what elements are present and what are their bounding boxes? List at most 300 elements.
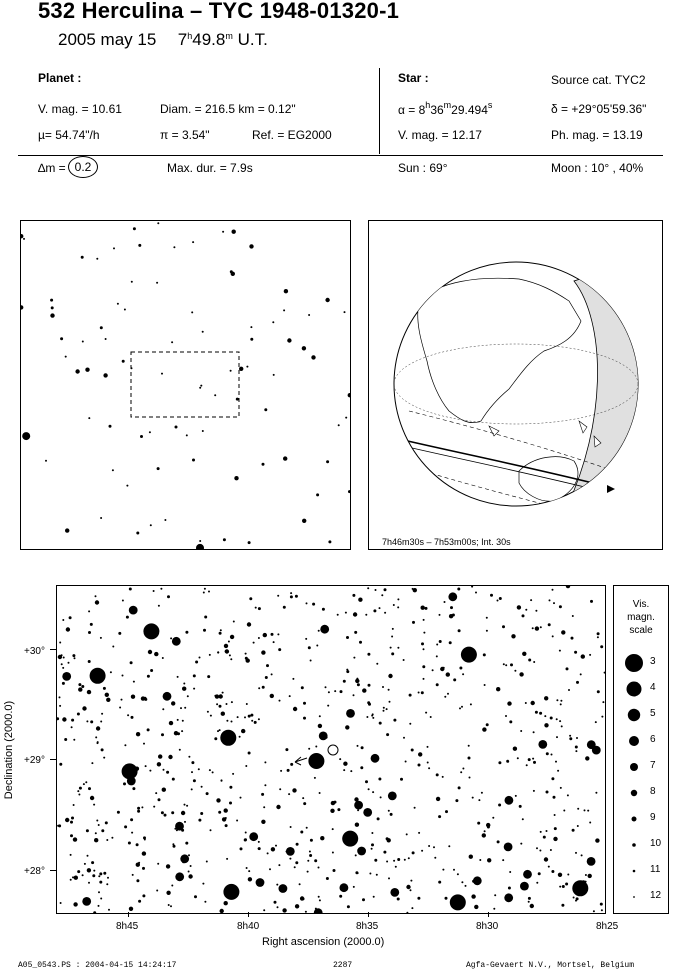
star-dot: [439, 614, 441, 616]
star-dot: [208, 591, 210, 593]
star-dot: [171, 885, 173, 887]
footer-file: A05_0543.PS : 2004-04-15 14:24:17: [18, 961, 177, 970]
star-dot: [576, 737, 578, 739]
star-dot: [110, 671, 112, 673]
star-dot: [226, 703, 228, 705]
star-dot: [589, 654, 591, 656]
star-dot: [45, 460, 47, 462]
star-dot: [469, 777, 471, 779]
star-dot: [204, 588, 206, 590]
star-dot: [532, 627, 534, 629]
star-dot: [98, 875, 100, 877]
star-phmag: Ph. mag. = 13.19: [551, 128, 643, 142]
star-dot: [433, 846, 435, 848]
star-dot: [508, 887, 511, 890]
star-dot: [478, 799, 480, 801]
star-dot: [129, 606, 138, 615]
star-dot: [136, 863, 140, 867]
star-dot: [550, 717, 553, 720]
star-dot: [326, 460, 329, 463]
planet-diameter: Diam. = 216.5 km = 0.12": [160, 102, 296, 116]
star-dot: [587, 857, 596, 866]
star-dot: [74, 876, 78, 880]
star-dot: [239, 367, 243, 371]
star-dot: [482, 833, 486, 837]
star-dot: [481, 792, 483, 794]
star-dot: [371, 843, 374, 846]
star-dot: [271, 673, 273, 675]
star-dot: [365, 780, 368, 783]
star-dot: [179, 749, 181, 751]
star-dot: [221, 712, 225, 716]
star-dot: [240, 847, 243, 850]
star-dot: [538, 872, 541, 875]
star-dot: [191, 771, 193, 773]
star-dot: [450, 894, 466, 910]
info-column-divider: [379, 68, 380, 154]
star-dot: [425, 607, 428, 610]
star-dot: [273, 374, 275, 376]
star-dot: [567, 794, 569, 796]
star-dot: [77, 713, 80, 716]
star-dot: [455, 799, 458, 802]
star-dot: [133, 227, 136, 230]
star-dot: [171, 701, 175, 705]
star-dot: [204, 616, 207, 619]
star-dot: [147, 728, 150, 731]
star-dot: [350, 770, 352, 772]
star-dot: [188, 756, 190, 758]
star-dot: [137, 810, 140, 813]
star-dot: [553, 602, 555, 604]
star-dot: [411, 907, 413, 909]
star-dot: [486, 723, 489, 726]
star-dot: [528, 758, 531, 761]
star-dot: [101, 713, 103, 715]
dec-axis-label: Declination (2000.0): [3, 700, 15, 800]
star-dot: [533, 661, 535, 663]
star-dot: [225, 817, 227, 819]
star-dot: [83, 783, 85, 785]
star-dot: [138, 900, 141, 903]
star-dot: [417, 897, 420, 900]
star-dot: [390, 888, 399, 897]
star-dot: [339, 758, 341, 760]
star-dot: [258, 841, 260, 843]
star-dot: [345, 612, 347, 614]
star-dot: [556, 718, 558, 720]
star-dot: [192, 459, 195, 462]
star-dot: [63, 657, 65, 659]
star-dot: [421, 691, 424, 694]
star-dot: [569, 737, 572, 740]
star-dot: [447, 693, 449, 695]
star-dot: [64, 738, 67, 741]
star-dot: [266, 664, 269, 667]
star-dot: [388, 689, 390, 691]
star-dot: [520, 730, 522, 732]
star-dot: [438, 881, 441, 884]
star-dot: [597, 636, 599, 638]
star-dot: [88, 660, 91, 663]
event-time-hours: 7: [177, 30, 188, 49]
star-dot: [294, 866, 296, 868]
star-dot: [471, 894, 475, 898]
star-dot: [169, 721, 173, 725]
dec-tickmark-28: [50, 870, 56, 871]
star-dot: [339, 895, 342, 898]
star-dot: [73, 804, 75, 806]
star-dot: [74, 657, 76, 659]
star-dot: [105, 693, 109, 697]
star-dot: [372, 713, 374, 715]
star-dot: [409, 694, 412, 697]
star-dot: [318, 896, 320, 898]
star-dot: [231, 272, 235, 276]
star-dot: [82, 874, 84, 876]
star-dot: [373, 609, 376, 612]
star-dot: [193, 688, 195, 690]
star-dot: [135, 767, 139, 771]
star-dot: [442, 869, 444, 871]
star-dot: [522, 652, 526, 656]
scale-title-line-3: scale: [629, 625, 653, 636]
star-dot: [289, 858, 291, 860]
star-dot: [507, 701, 511, 705]
star-dot: [112, 469, 114, 471]
dec-tickmark-29: [50, 759, 56, 760]
ra-tick-8h45: 8h45: [116, 921, 139, 932]
star-dot: [271, 847, 275, 851]
star-dot: [250, 338, 253, 341]
star-dot: [295, 861, 298, 864]
star-dot: [191, 788, 193, 790]
star-dot: [505, 664, 507, 666]
star-dot: [360, 766, 363, 769]
star-dot: [220, 909, 224, 913]
star-dot: [88, 631, 91, 634]
star-dot: [124, 744, 126, 746]
star-dot: [406, 833, 408, 835]
star-dot: [436, 655, 438, 657]
star-dot: [520, 843, 522, 845]
star-dot: [302, 519, 306, 523]
star-dot: [231, 721, 233, 723]
star-dot: [153, 806, 155, 808]
star-dot: [409, 723, 411, 725]
star-dot: [246, 703, 248, 705]
star-dot: [181, 730, 183, 732]
star-vmag: V. mag. = 12.17: [398, 128, 482, 142]
star-dot: [150, 669, 153, 672]
star-dot: [362, 688, 366, 692]
star-dot: [223, 884, 239, 900]
star-dot: [216, 798, 220, 802]
star-dot: [369, 873, 371, 875]
star-dot: [421, 850, 423, 852]
star-dot: [184, 821, 186, 823]
star-dot: [82, 897, 91, 906]
star-dot: [391, 652, 394, 655]
star-dot: [558, 873, 562, 877]
star-dot: [149, 431, 151, 433]
star-dot: [589, 822, 591, 824]
star-dot: [353, 694, 355, 696]
star-dot: [519, 672, 523, 676]
star-dot: [355, 679, 359, 683]
star-dot: [128, 842, 131, 845]
star-dot: [418, 692, 420, 694]
magnitude-dot-12: [633, 896, 635, 898]
star-dot: [318, 724, 322, 728]
star-dot: [519, 805, 522, 808]
star-dot: [136, 879, 139, 882]
star-dot: [372, 717, 374, 719]
star-dot: [348, 393, 350, 397]
planet-reference: Ref. = EG2000: [252, 128, 332, 142]
star-dot: [202, 883, 204, 885]
star-dot: [546, 791, 549, 794]
star-dot: [346, 669, 348, 671]
star-dot: [295, 595, 298, 598]
star-dot: [494, 894, 496, 896]
star-dot: [60, 902, 62, 904]
star-dot: [559, 886, 561, 888]
star-dot: [77, 870, 80, 873]
star-dot: [540, 626, 542, 628]
star-dot: [346, 670, 349, 673]
star-dot: [561, 725, 563, 727]
star-dot: [220, 629, 222, 631]
star-dot: [604, 672, 605, 674]
star-dot: [575, 746, 578, 749]
dec-tickmark-30: [50, 649, 56, 650]
star-dot: [468, 757, 471, 760]
star-dot: [132, 787, 135, 790]
star-dot: [194, 895, 197, 898]
star-dot: [388, 674, 392, 678]
star-dot: [309, 851, 311, 853]
magnitude-dot-3: [625, 654, 643, 672]
star-dot: [358, 598, 362, 602]
star-dot: [406, 912, 408, 913]
star-dot: [247, 622, 251, 626]
star-dot: [193, 674, 196, 677]
star-dot: [131, 716, 134, 719]
star-dot: [164, 814, 167, 817]
star-dot: [112, 646, 114, 648]
star-dot: [460, 771, 462, 773]
star-dot: [572, 615, 574, 617]
star-dot: [105, 821, 108, 824]
star-dot: [103, 373, 107, 377]
star-dot: [509, 720, 512, 723]
finder-chart-stars: [21, 221, 350, 549]
star-dot: [156, 282, 158, 284]
magnitude-dot-10: [632, 843, 636, 847]
star-dot: [59, 642, 61, 644]
star-chart: [56, 585, 606, 914]
star-dot: [228, 641, 230, 643]
star-dot: [354, 631, 357, 634]
star-dot: [131, 832, 133, 834]
star-dot: [246, 366, 248, 368]
star-dot: [380, 796, 382, 798]
star-dot: [73, 739, 75, 741]
star-dot: [155, 792, 157, 794]
magnitude-label-9: 9: [650, 812, 656, 823]
star-dot: [525, 609, 527, 611]
star-dot: [170, 905, 172, 907]
info-divider: [18, 155, 663, 156]
star-dot: [319, 792, 321, 794]
star-dot: [258, 607, 261, 610]
ra-axis-label: Right ascension (2000.0): [262, 936, 385, 948]
star-dot: [101, 829, 104, 832]
star-dot: [525, 702, 527, 704]
star-dot: [113, 247, 115, 249]
star-dot: [162, 708, 164, 710]
star-dot: [131, 281, 133, 283]
star-dot: [549, 599, 551, 601]
star-dot: [192, 241, 194, 243]
star-dot: [185, 842, 188, 845]
star-dot: [98, 905, 100, 907]
magnitude-label-3: 3: [650, 656, 656, 667]
star-dot: [75, 369, 79, 373]
star-dot: [198, 819, 201, 822]
star-dot: [575, 900, 577, 902]
star-dot: [184, 707, 186, 709]
star-dot: [544, 715, 546, 717]
star-dot: [453, 869, 455, 871]
star-dot: [318, 867, 320, 869]
star-dot: [309, 854, 312, 857]
star-dot: [391, 636, 393, 638]
star-dot: [423, 648, 425, 650]
star-dot: [277, 633, 279, 635]
star-dot: [445, 897, 448, 900]
star-dot: [237, 716, 239, 718]
star-dot: [559, 720, 561, 722]
star-dot: [595, 792, 597, 794]
star-dot: [504, 843, 513, 852]
star-dot: [386, 733, 389, 736]
star-dot: [92, 672, 95, 675]
star-dot: [371, 754, 380, 763]
star-dot: [403, 659, 405, 661]
star-dot: [597, 632, 600, 635]
star-dot: [106, 839, 108, 841]
star-dot: [414, 807, 416, 809]
star-dot: [523, 870, 532, 879]
star-dot: [299, 883, 301, 885]
star-dot: [548, 623, 551, 626]
star-dot: [395, 866, 397, 868]
star-dot: [302, 346, 306, 350]
star-dot: [303, 717, 306, 720]
star-dot: [87, 690, 91, 694]
star-dot: [136, 843, 139, 846]
star-dot: [503, 663, 505, 665]
star-dot: [418, 764, 421, 767]
star-dot: [440, 667, 444, 671]
star-dot: [572, 829, 575, 832]
star-dot: [93, 911, 96, 913]
moon-info: Moon : 10° , 40%: [551, 161, 644, 175]
star-dot: [585, 874, 587, 876]
star-dot: [436, 683, 439, 686]
star-dot: [142, 894, 145, 897]
star-dot: [575, 750, 577, 752]
star-dot: [283, 606, 286, 609]
star-dot: [287, 769, 290, 772]
star-dot: [365, 614, 367, 616]
star-dot: [143, 743, 145, 745]
star-dot: [473, 876, 482, 885]
star-dot: [99, 872, 102, 875]
star-dot: [461, 706, 463, 708]
star-dot: [136, 732, 140, 736]
star-dot: [181, 829, 184, 832]
star-dot: [88, 787, 91, 790]
star-dot: [377, 817, 380, 820]
star-dot: [177, 732, 180, 735]
star-dot: [474, 905, 478, 909]
star-dot: [557, 770, 559, 772]
star-dot: [421, 642, 424, 645]
star-dot: [487, 858, 491, 862]
star-dot: [544, 723, 548, 727]
star-dot: [209, 654, 211, 656]
star-dot: [532, 758, 534, 760]
star-dot: [199, 387, 201, 389]
star-dot: [292, 678, 294, 680]
star-dot: [117, 811, 120, 814]
star-dot: [245, 765, 247, 767]
star-dot: [164, 519, 166, 521]
star-dot: [95, 600, 99, 604]
star-dot: [283, 309, 285, 311]
star-dot: [428, 767, 430, 769]
star-dot: [263, 909, 265, 911]
star-dot: [553, 837, 557, 841]
event-datetime: [58, 30, 268, 50]
star-dot: [100, 721, 102, 723]
star-dot: [535, 711, 538, 714]
star-dot: [141, 696, 145, 700]
star-dot: [22, 432, 30, 440]
star-dot: [484, 830, 486, 832]
star-dot: [314, 777, 316, 779]
star-dot: [450, 606, 453, 609]
star-dot: [337, 808, 340, 811]
magnitude-dot-5: [628, 709, 640, 721]
star-dot: [340, 883, 349, 892]
star-dot: [413, 588, 417, 592]
star-dot: [423, 619, 425, 621]
ra-tick-8h40: 8h40: [237, 921, 260, 932]
star-dot: [561, 630, 565, 634]
star-dot: [408, 857, 410, 859]
star-dot: [449, 641, 452, 644]
star-dot: [511, 634, 515, 638]
star-field: [57, 586, 605, 913]
star-dot: [168, 755, 172, 759]
star-dot: [367, 587, 369, 589]
star-dot: [230, 370, 232, 372]
star-dot: [539, 712, 542, 715]
